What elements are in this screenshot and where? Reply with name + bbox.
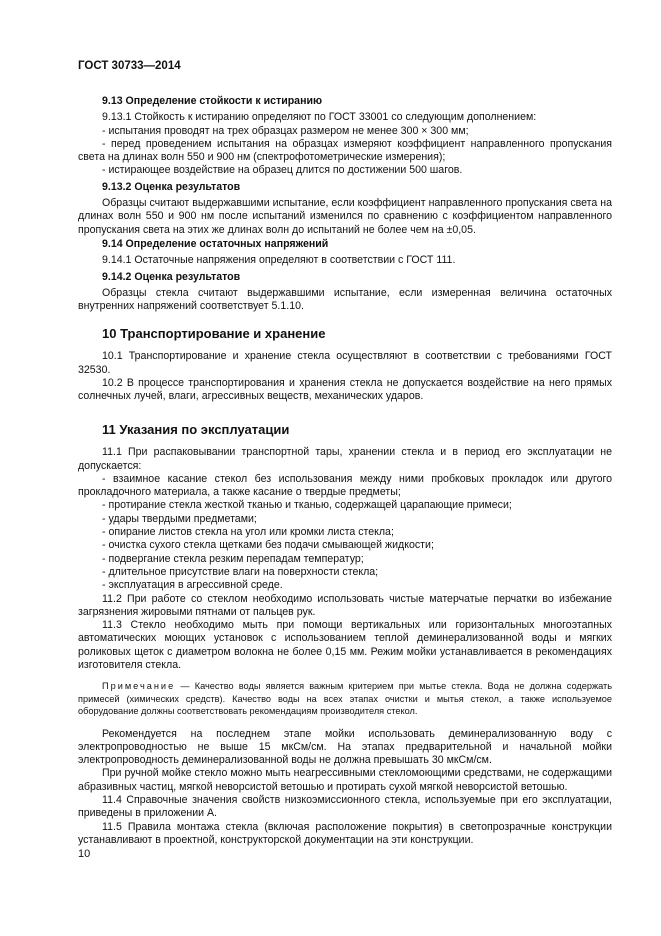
paragraph: 9.13.1 Стойкость к истиранию определяют по ГОСТ 33001 со следующим дополнением: xyxy=(102,111,537,124)
prohibitions-list xyxy=(78,473,612,593)
list-item: - длительное присутствие влаги на поверхности стекла; xyxy=(102,565,379,578)
paragraph: 10.2 В процессе транспортирования и хранения стекла не допускается воздействие на него прямых солнечных лучей, влаги, агрессивных веществ, механических ударов. xyxy=(78,376,612,403)
section-10 xyxy=(78,327,612,403)
paragraph: 11.5 Правила монтажа стекла (включая расположение покрытия) в светопрозрачные конструкции устанавливают в проектной, конструкторской документации на эти конструкции. xyxy=(78,820,612,846)
section-9-13 xyxy=(78,95,612,237)
section-heading: 11 Указания по эксплуатации xyxy=(102,422,290,437)
note xyxy=(78,680,612,717)
section-11 xyxy=(78,423,612,847)
list-item: - протирание стекла жесткой тканью и тканью, содержащей царапающие примеси; xyxy=(102,499,512,512)
paragraph: Образцы стекла считают выдержавшими испытание, если измеренная величина остаточных внутренних напряжений соответствует 5.1.10. xyxy=(78,286,612,313)
paragraph: Рекомендуется на последнем этапе мойки использовать деминерализованную воду с электропроводностью не выше 15 мкСм/см. На этапах предварительной и начальной мойки электропроводность деминерализованной воды не должна превышать 30 мкСм/см. xyxy=(78,727,612,767)
section-9-14 xyxy=(78,238,612,313)
list-item: - взаимное касание стекол без использования между ними пробковых прокладок или другого прокладочного материала, а также касание о твердые предметы; xyxy=(78,472,612,499)
paragraph: 11.2 При работе со стеклом необходимо использовать чистые матерчатые перчатки во избежание загрязнения жировыми пятнами от пальцев рук. xyxy=(78,592,612,618)
subsection-heading: 9.14.2 Оценка результатов xyxy=(102,270,241,283)
paragraph: Образцы считают выдержавшими испытание, если коэффициент направленного пропускания света на длинах волн 550 и 900 нм после испытаний изменился по сравнению с коэффициентом направленного пропускания света на этих же длинах волн до испытаний не более чем на ±0,05. xyxy=(78,197,612,236)
page-number: 10 xyxy=(78,848,91,860)
list-item: - истирающее воздействие на образец длится по достижении 500 шагов. xyxy=(102,164,463,177)
list-item: - перед проведением испытания на образцах измеряют коэффициент направленного пропускания света на длинах волн 550 и 900 нм (спектрофотометрические измерения); xyxy=(78,137,612,164)
list-item: - подвергание стекла резким перепадам температур; xyxy=(102,552,364,565)
note-text: — Качество воды является важным критерием при мытье стекла. Вода не должна содержать примесей (химических средств). Качество воды на всех этапах очистки и мытья стекол, а также используемое оборудование должны соответствовать рекомендациям производителя стекол. xyxy=(78,681,612,717)
list-item: - удары твердыми предметами; xyxy=(102,512,257,525)
paragraph: 11.3 Стекло необходимо мыть при помощи вертикальных или горизонтальных многоэтапных автоматических моющих установок с использованием теплой деминерализованной воды и мягких роликовых щеток с диаметром волокна не более 0,15 мм. Режим мойки устанавливается в рекомендациях изготовителя стекла. xyxy=(78,619,612,672)
section-heading: 9.14 Определение остаточных напряжений xyxy=(102,238,329,250)
paragraph: 9.14.1 Остаточные напряжения определяют в соответствии с ГОСТ 111. xyxy=(102,254,456,267)
paragraph: 11.1 При распаковывании транспортной тары, хранении стекла и в период его эксплуатации не допускается: xyxy=(78,446,612,472)
paragraph: При ручной мойке стекло можно мыть неагрессивными стекломоющими средствами, не содержащими абразивных частиц, мягкой неворсистой ветошью и протирать сухой мягкой неворсистой ветошью. xyxy=(78,767,612,793)
section-heading: 10 Транспортирование и хранение xyxy=(102,326,326,341)
document-header: ГОСТ 30733—2014 xyxy=(78,60,181,72)
list-item: - испытания проводят на трех образцах размером не менее 300 × 300 мм; xyxy=(102,124,469,137)
note-label: Примечание xyxy=(102,681,176,692)
subsection-heading: 9.13.2 Оценка результатов xyxy=(102,180,241,193)
paragraph: 11.4 Справочные значения свойств низкоэмиссионного стекла, используемые при его эксплуатации, приведены в приложении А. xyxy=(78,794,612,820)
section-heading: 9.13 Определение стойкости к истиранию xyxy=(102,95,323,107)
list-item: - эксплуатация в агрессивной среде. xyxy=(102,579,283,592)
paragraph: 10.1 Транспортирование и хранение стекла осуществляют в соответствии с требованиями ГОСТ 32530. xyxy=(78,350,612,376)
list-item: - очистка сухого стекла щетками без подачи смывающей жидкости; xyxy=(102,539,434,552)
list-item: - опирание листов стекла на угол или кромки листа стекла; xyxy=(102,526,394,539)
